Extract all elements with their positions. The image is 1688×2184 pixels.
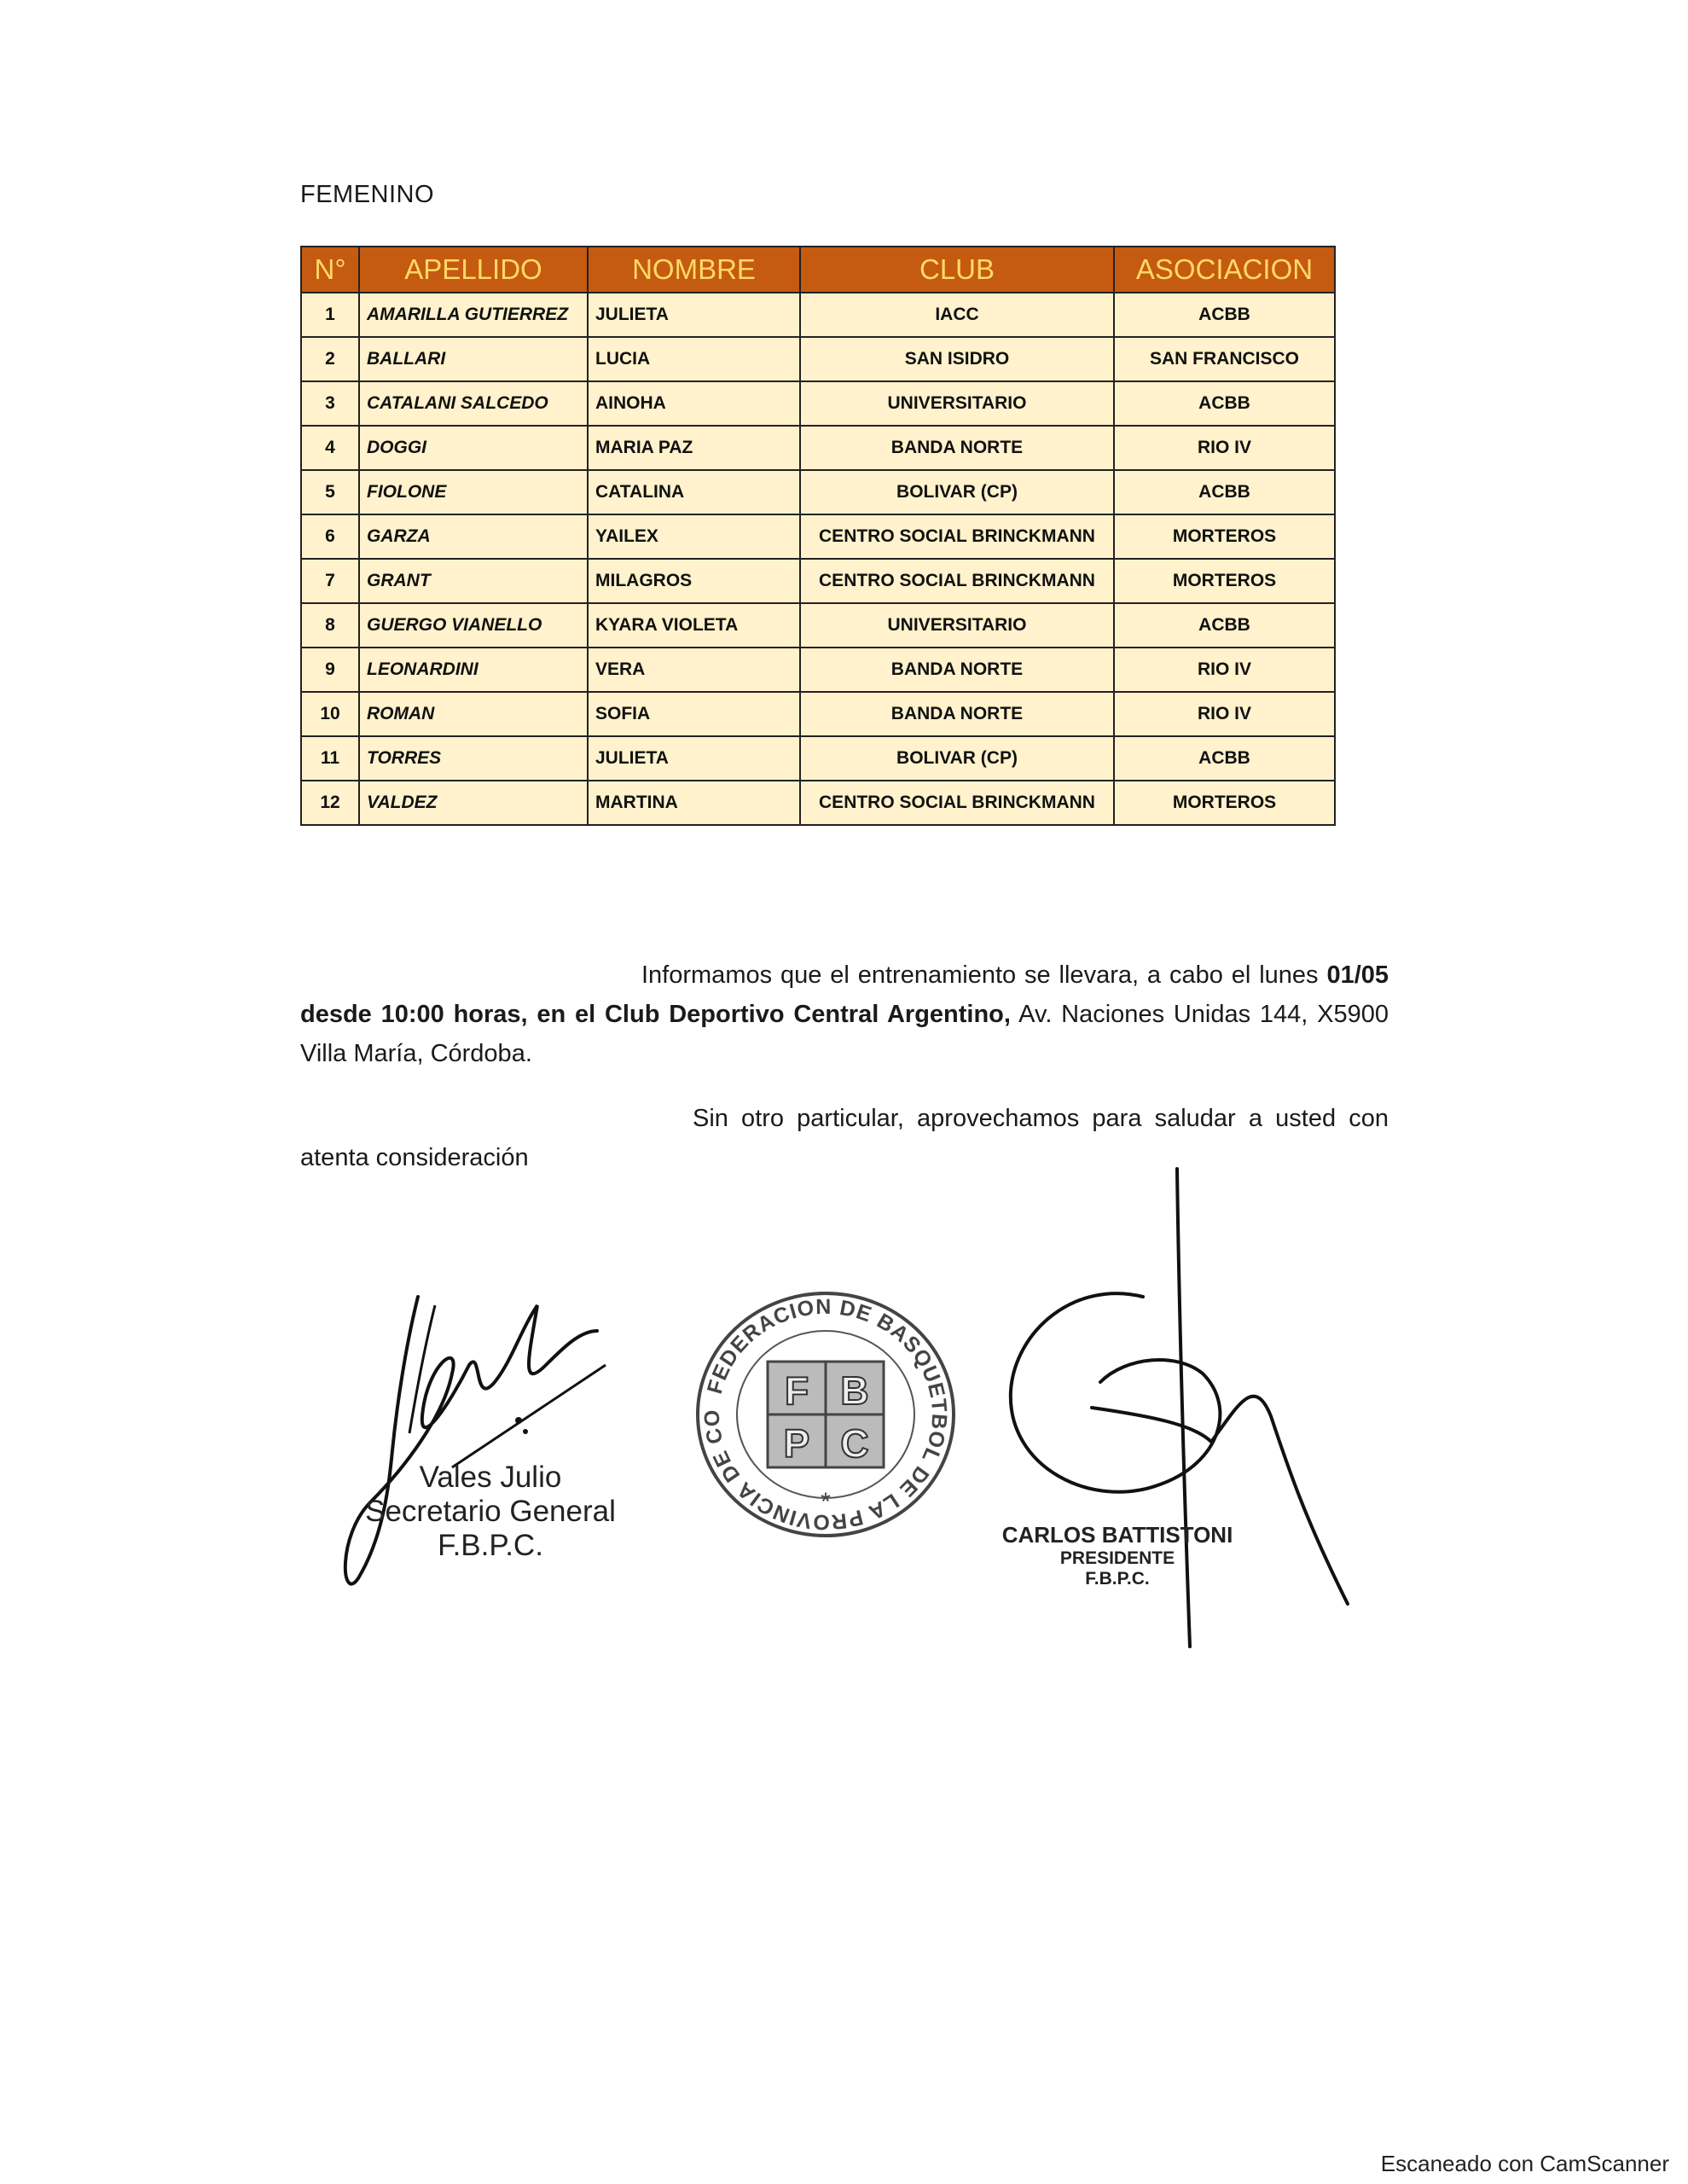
roster-table [300,246,1336,826]
cell-asociacion: RIO IV [1114,648,1335,692]
cell-numero: 12 [301,781,359,825]
cell-asociacion: ACBB [1114,603,1335,648]
cell-apellido: GRANT [359,559,588,603]
cell-numero: 10 [301,692,359,736]
cell-apellido: GUERGO VIANELLO [359,603,588,648]
table-row [301,781,1335,825]
seal-letter-b: B [840,1368,869,1413]
left-signer-name: Vales Julio [419,1461,562,1494]
cell-nombre: CATALINA [588,470,800,514]
right-signer-name: CARLOS BATTISTONI [1001,1522,1233,1548]
cell-nombre: MARTINA [588,781,800,825]
cell-nombre: LUCIA [588,337,800,381]
notice-address: Av. Naciones Unidas 144, X5900 Villa María, Córdoba. [300,1001,1389,1067]
federation-seal [689,1287,962,1542]
scanner-watermark: Escaneado con CamScanner [1380,2151,1669,2176]
table-row [301,470,1335,514]
seal-letter-p: P [783,1421,810,1466]
cell-numero: 4 [301,426,359,470]
cell-nombre: YAILEX [588,514,800,559]
cell-apellido: VALDEZ [359,781,588,825]
header-nombre: NOMBRE [588,247,800,293]
cell-nombre: SOFIA [588,692,800,736]
header-club: CLUB [800,247,1114,293]
cell-apellido: FIOLONE [359,470,588,514]
cell-asociacion: ACBB [1114,293,1335,337]
cell-apellido: GARZA [359,514,588,559]
cell-numero: 6 [301,514,359,559]
cell-asociacion: MORTEROS [1114,781,1335,825]
table-row [301,648,1335,692]
cell-nombre: KYARA VIOLETA [588,603,800,648]
cell-numero: 7 [301,559,359,603]
cell-asociacion: MORTEROS [1114,559,1335,603]
cell-apellido: ROMAN [359,692,588,736]
header-numero: N° [301,247,359,293]
cell-asociacion: RIO IV [1114,426,1335,470]
right-signer-title: PRESIDENTE [1059,1548,1175,1568]
notice-lead: Informamos que el entrenamiento se llevara, a cabo el lunes [641,961,1319,989]
cell-club: BANDA NORTE [800,648,1114,692]
header-apellido: APELLIDO [359,247,588,293]
cell-numero: 8 [301,603,359,648]
cell-club: SAN ISIDRO [800,337,1114,381]
cell-numero: 9 [301,648,359,692]
seal-letter-f: F [784,1368,809,1413]
right-signature-block [981,1522,1254,1589]
table-row [301,514,1335,559]
closing-rest: atenta consideración [300,1144,529,1171]
header-asociacion: ASOCIACION [1114,247,1335,293]
cell-apellido: AMARILLA GUTIERREZ [359,293,588,337]
cell-club: BANDA NORTE [800,426,1114,470]
right-signer-org: F.B.P.C. [1085,1569,1150,1589]
table-row [301,692,1335,736]
table-row [301,293,1335,337]
cell-apellido: DOGGI [359,426,588,470]
cell-nombre: JULIETA [588,293,800,337]
cell-apellido: CATALANI SALCEDO [359,381,588,426]
cell-numero: 11 [301,736,359,781]
cell-club: CENTRO SOCIAL BRINCKMANN [800,514,1114,559]
cell-asociacion: ACBB [1114,736,1335,781]
seal-star-icon: * [821,1488,831,1516]
cell-club: CENTRO SOCIAL BRINCKMANN [800,559,1114,603]
cell-numero: 1 [301,293,359,337]
table-row [301,559,1335,603]
cell-nombre: AINOHA [588,381,800,426]
closing-lead: Sin otro particular, aprovechamos para saludar a usted con [693,1105,1389,1132]
table-row [301,603,1335,648]
cell-nombre: JULIETA [588,736,800,781]
cell-club: BANDA NORTE [800,692,1114,736]
cell-apellido: LEONARDINI [359,648,588,692]
table-header-row [301,247,1335,293]
cell-numero: 2 [301,337,359,381]
table-row [301,426,1335,470]
seal-letter-c: C [840,1421,869,1466]
cell-nombre: MARIA PAZ [588,426,800,470]
section-label: FEMENINO [300,181,435,208]
cell-asociacion: MORTEROS [1114,514,1335,559]
cell-club: BOLIVAR (CP) [800,736,1114,781]
cell-apellido: BALLARI [359,337,588,381]
cell-nombre: MILAGROS [588,559,800,603]
cell-nombre: VERA [588,648,800,692]
table-row [301,736,1335,781]
cell-asociacion: ACBB [1114,381,1335,426]
left-signer-title: Secretario General [365,1495,616,1528]
left-signature-scribble [324,1280,648,1621]
cell-asociacion: ACBB [1114,470,1335,514]
training-notice-paragraph [300,956,1389,1073]
table-row [301,337,1335,381]
cell-club: BOLIVAR (CP) [800,470,1114,514]
cell-asociacion: SAN FRANCISCO [1114,337,1335,381]
cell-club: UNIVERSITARIO [800,381,1114,426]
cell-numero: 5 [301,470,359,514]
cell-numero: 3 [301,381,359,426]
table-row [301,381,1335,426]
cell-apellido: TORRES [359,736,588,781]
notice-date-place: 01/05 desde 10:00 horas, en el Club Deportivo Central Argentino, [300,961,1389,1028]
left-signature-block [350,1461,631,1563]
cell-club: CENTRO SOCIAL BRINCKMANN [800,781,1114,825]
seal-ring-text: FEDERACION DE BASQUETBOL DE LA PROVINCIA DE CO [699,1294,952,1535]
cell-club: UNIVERSITARIO [800,603,1114,648]
cell-asociacion: RIO IV [1114,692,1335,736]
left-signer-org: F.B.P.C. [438,1529,543,1562]
cell-club: IACC [800,293,1114,337]
seal-emblem [689,1287,962,1542]
